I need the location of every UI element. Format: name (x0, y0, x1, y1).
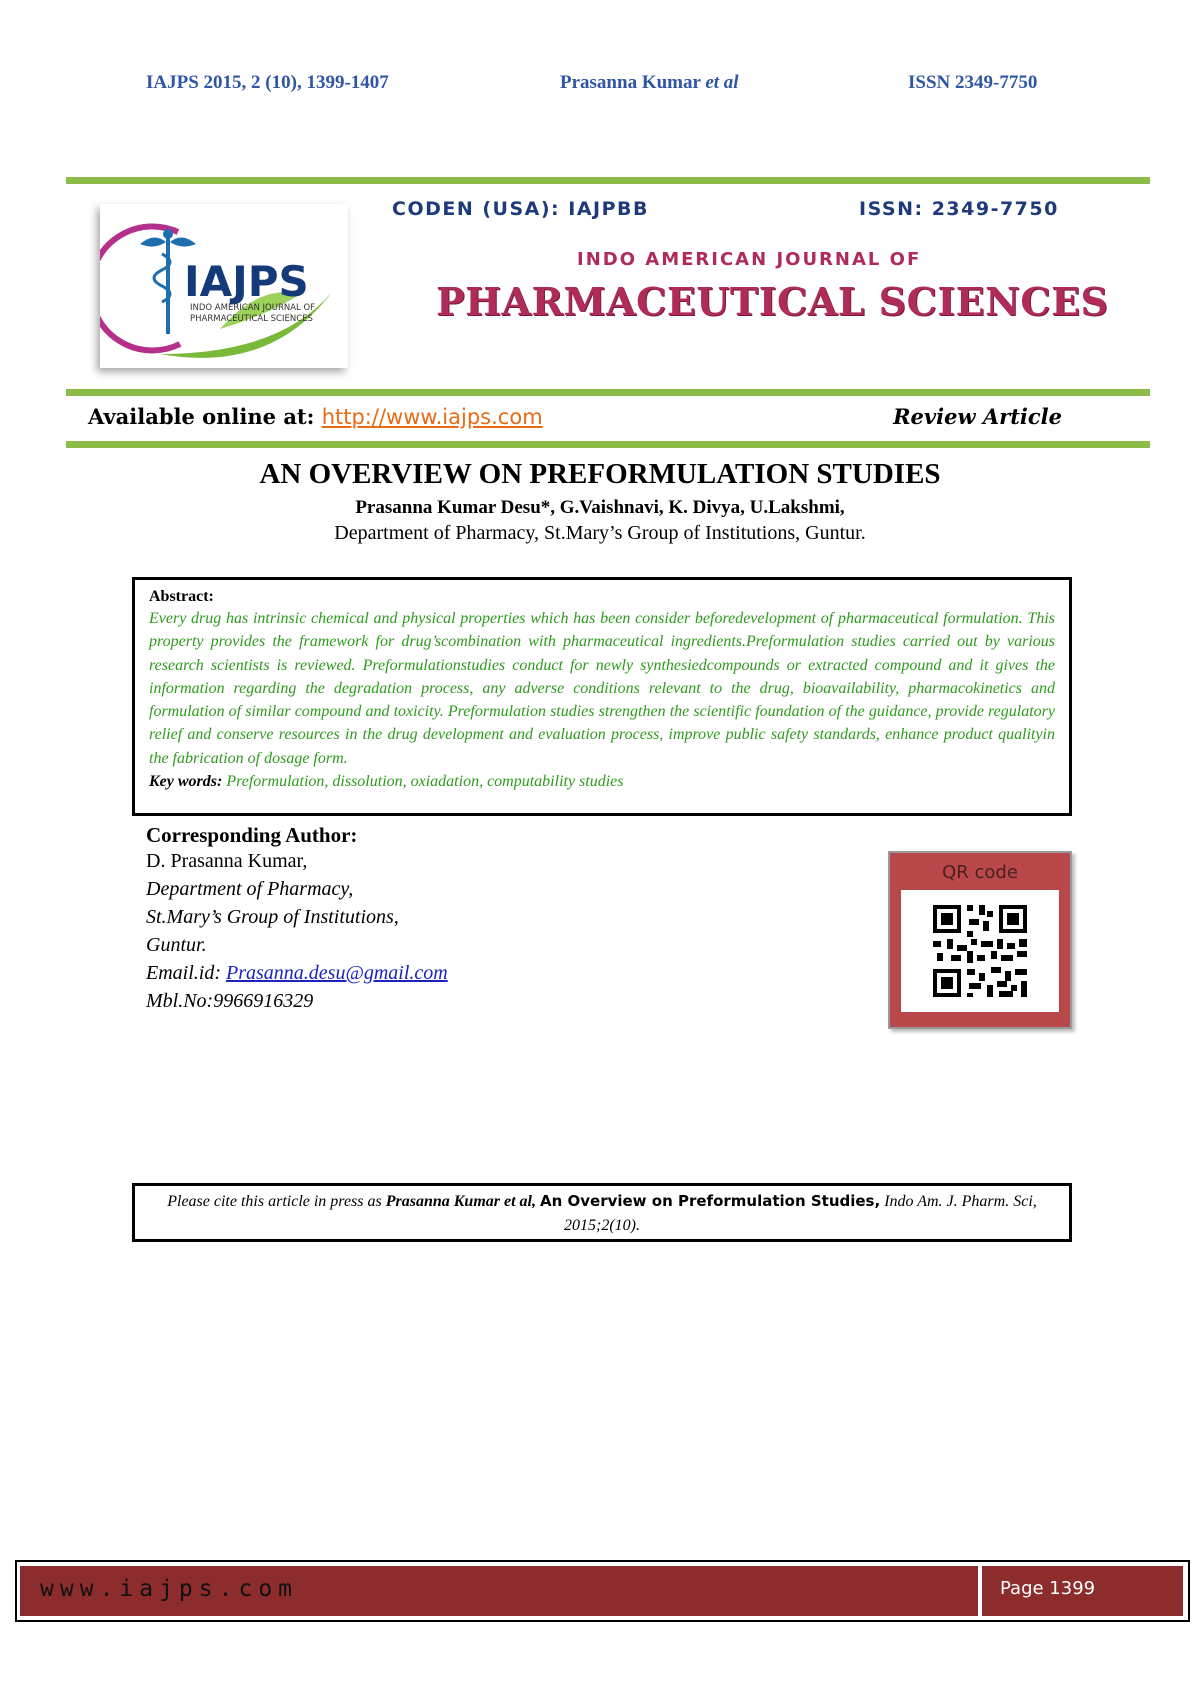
article-title: AN OVERVIEW ON PREFORMULATION STUDIES (259, 458, 941, 490)
qr-code-box (888, 851, 1072, 1029)
citation-journal: Indo Am. J. Pharm. Sci, 2015;2(10). (564, 1193, 1037, 1234)
corresponding-author-email-line (146, 962, 448, 985)
article-authors: Prasanna Kumar Desu*, G.Vaishnavi, K. Divya, U.Lakshmi, (355, 497, 845, 518)
running-header-author-name: Prasanna Kumar (560, 72, 701, 93)
abstract-label: Abstract: (149, 588, 214, 605)
journal-name-line1: INDO AMERICAN JOURNAL OF (577, 249, 922, 270)
running-header-citation: IAJPS 2015, 2 (10), 1399-1407 (146, 72, 389, 93)
journal-name-line2: PHARMACEUTICAL SCIENCES (436, 279, 1109, 324)
citation-title: An Overview on Preformulation Studies, (539, 1192, 881, 1210)
keywords (149, 770, 1055, 793)
footer-page-cell (982, 1566, 1183, 1616)
email-link[interactable]: Prasanna.desu@gmail.com (226, 962, 448, 984)
keywords-list: Preformulation, dissolution, oxiadation, computability studies (226, 773, 624, 791)
email-label: Email.id: (146, 962, 221, 984)
page-number: Page 1399 (1000, 1578, 1096, 1599)
logo-text: IAJPS (184, 257, 309, 306)
availability-bottom-divider (66, 441, 1150, 448)
running-header-issn: ISSN 2349-7750 (908, 72, 1038, 93)
logo-sub1: INDO AMERICAN JOURNAL OF (190, 303, 316, 313)
logo-sub2: PHARMACEUTICAL SCIENCES (190, 314, 313, 324)
article-affiliation: Department of Pharmacy, St.Mary’s Group of Institutions, Guntur. (334, 522, 866, 544)
abstract-box (132, 577, 1072, 816)
coden: CODEN (USA): IAJPBB (392, 198, 649, 220)
corresponding-author-name: D. Prasanna Kumar, (146, 850, 308, 872)
masthead-bottom-divider (66, 389, 1150, 396)
citation-box (132, 1183, 1072, 1242)
top-divider (66, 177, 1150, 184)
article-type: Review Article (893, 404, 1062, 429)
journal-logo (100, 204, 348, 368)
footer-website[interactable]: www.iajps.com (40, 1576, 299, 1602)
qr-code-label: QR code (942, 862, 1018, 883)
corresponding-author-mobile: Mbl.No:9966916329 (146, 990, 314, 1012)
running-header-etal: et al (705, 72, 739, 93)
keywords-label: Key words: (149, 773, 223, 791)
journal-website-link[interactable]: http://www.iajps.com (321, 405, 543, 429)
citation-authors: Prasanna Kumar et al, (385, 1193, 536, 1210)
availability-line (88, 404, 543, 429)
corresponding-author-department: Department of Pharmacy, (146, 878, 354, 900)
footer-website-cell (20, 1566, 978, 1616)
availability-label: Available online at: (88, 404, 315, 429)
corresponding-author-heading: Corresponding Author: (146, 823, 358, 847)
abstract-text: Every drug has intrinsic chemical and physical properties which has been consider beforedevelopment of pharmaceutical formulation. This property provides the framework for drug’scombination with pharmaceutical ingredients.Preformulation studies carried out by various research scientists is reviewed. Preformulationstudies conduct for newly synthesiedcompounds or extracted compound and it gives the information regarding the degradation process, any adverse conditions relevant to the drug, bioavailability, pharmacokinetics and formulation of similar compound and toxicity. Preformulation studies strengthen the scientific foundation of the guidance, provide regulatory relief and conserve resources in the drug development and evaluation process, improve public safety standards, enhance product qualityin the fabrication of dosage form. (149, 610, 1055, 767)
logo-graphic (100, 204, 348, 368)
corresponding-author-institution: St.Mary’s Group of Institutions, (146, 906, 399, 928)
running-header-author (560, 72, 739, 94)
masthead-issn: ISSN: 2349-7750 (859, 198, 1059, 220)
page-footer (15, 1560, 1190, 1622)
qr-code-icon (901, 890, 1059, 1012)
corresponding-author-city: Guntur. (146, 934, 207, 956)
citation-prefix: Please cite this article in press as (167, 1193, 382, 1210)
qr-code-image (901, 890, 1059, 1012)
